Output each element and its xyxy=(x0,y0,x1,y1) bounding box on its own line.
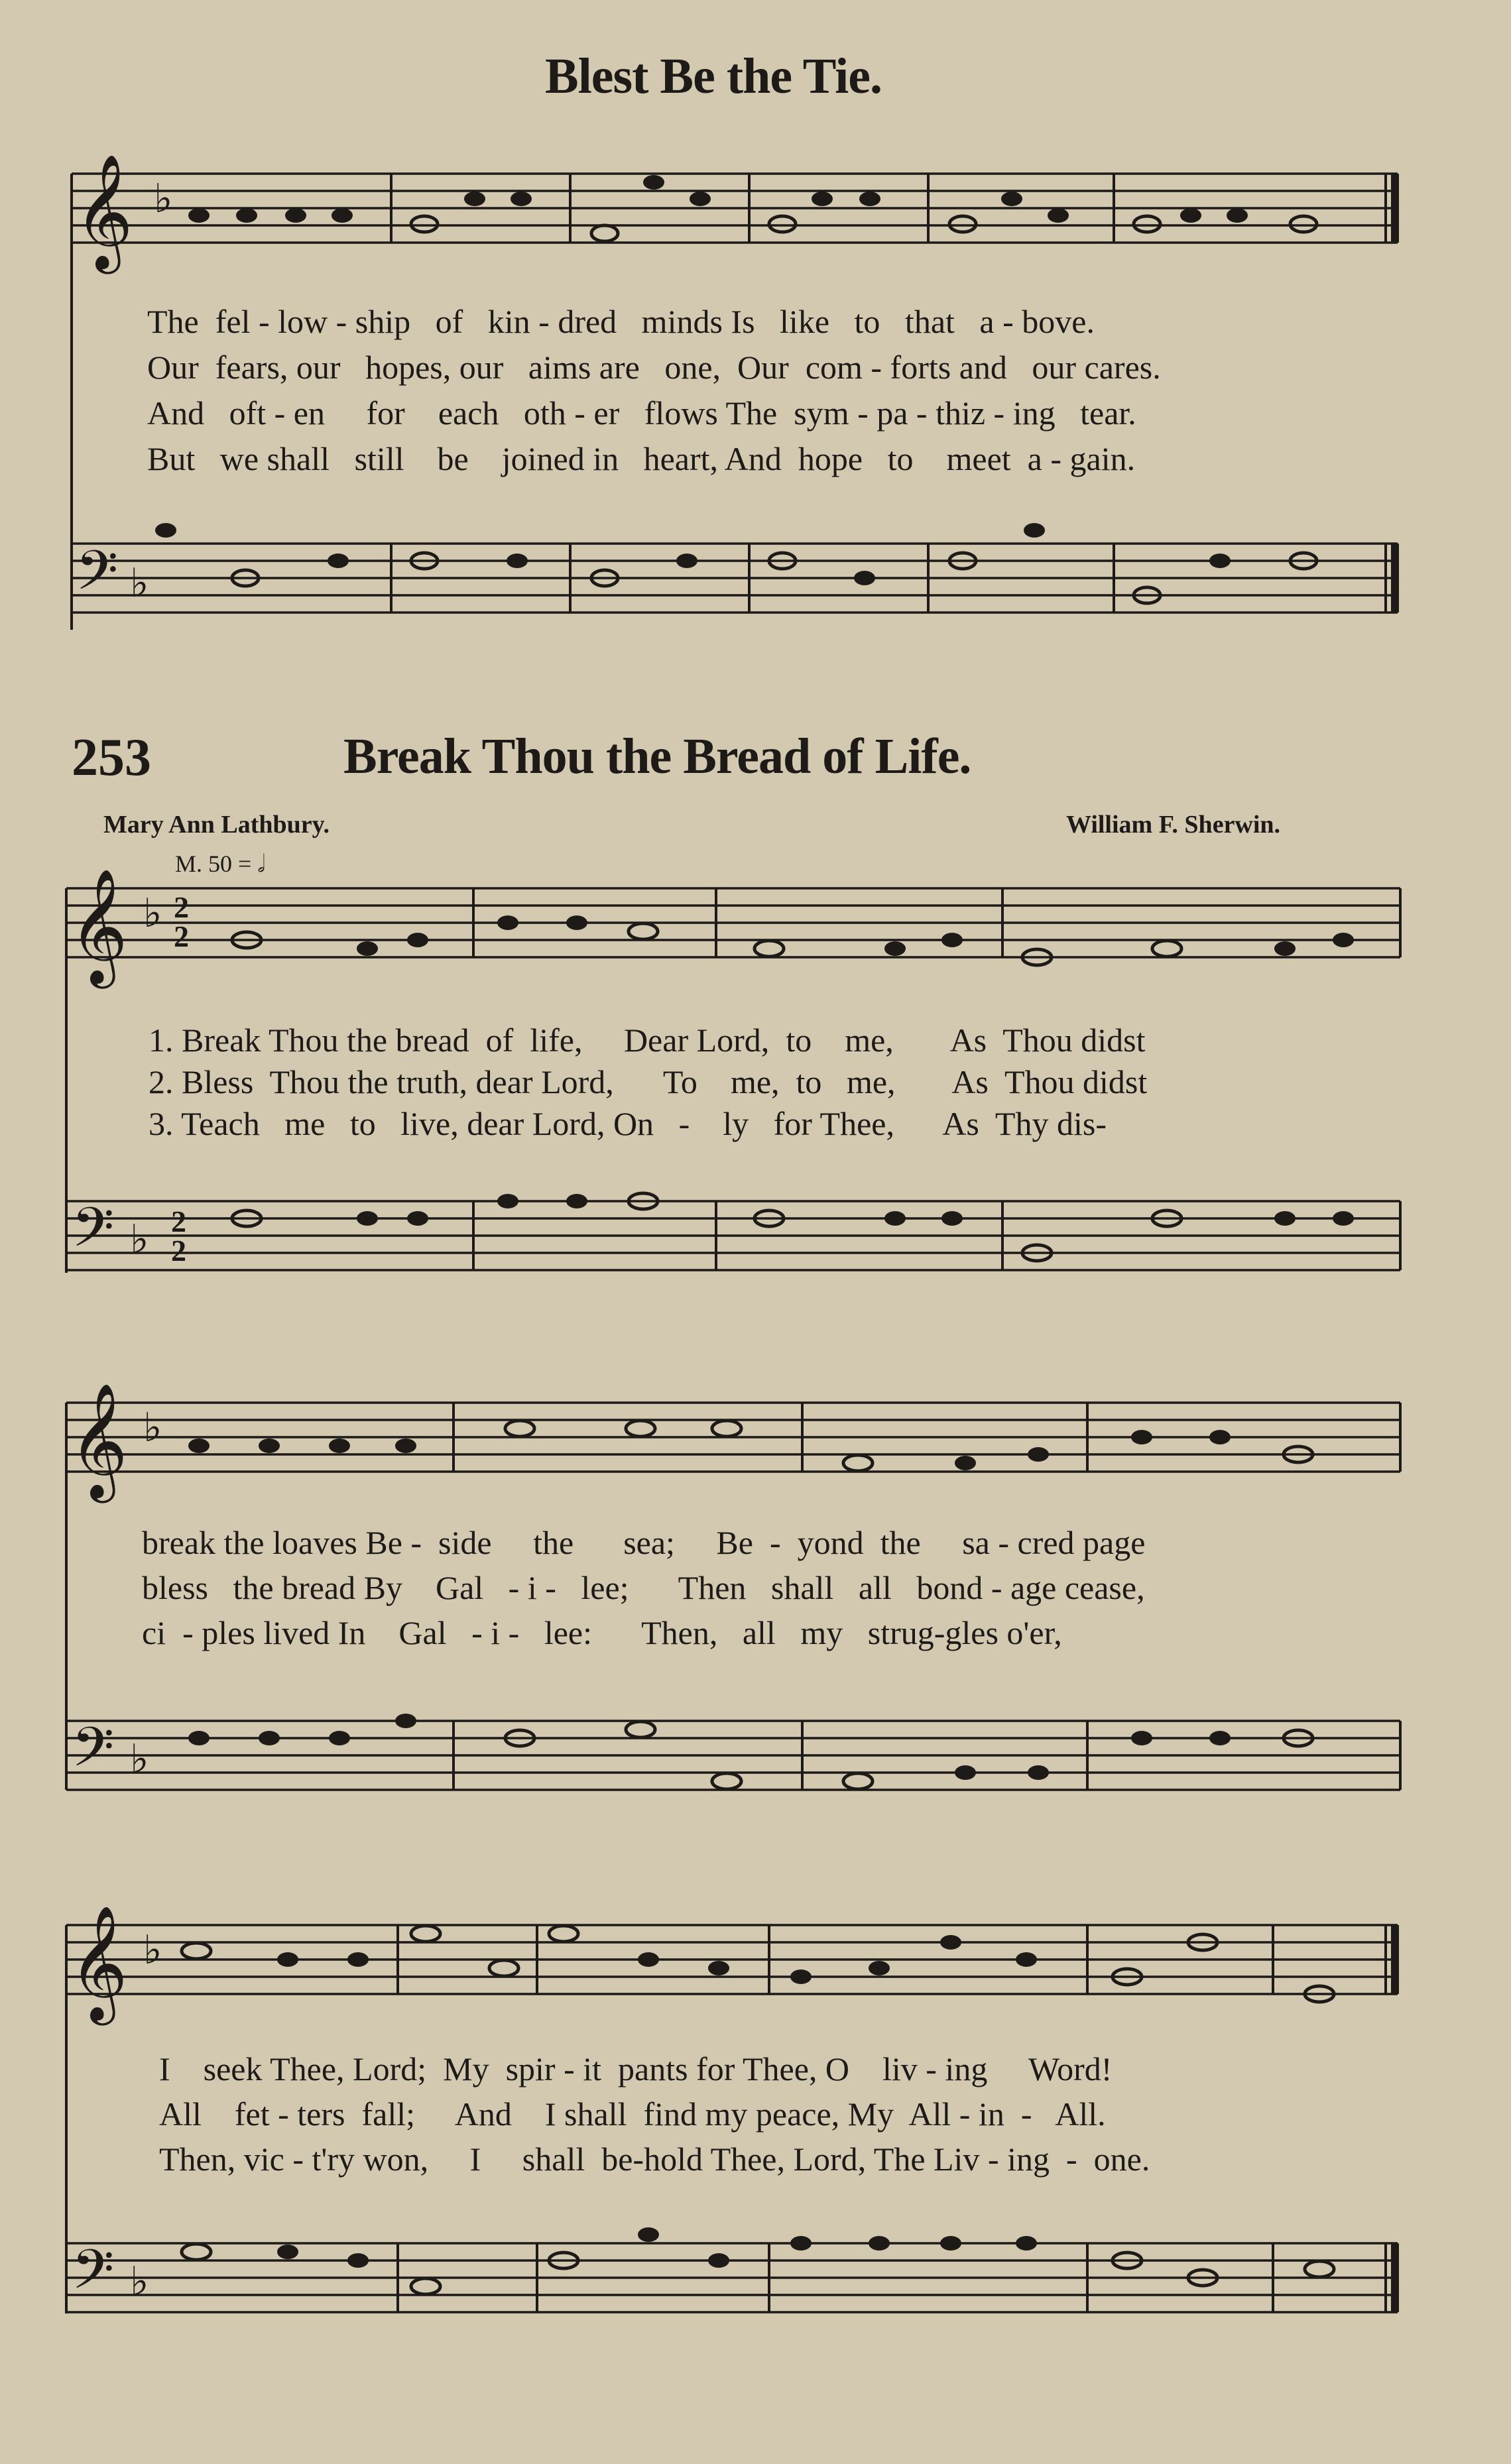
lyric-word: fears, our xyxy=(215,349,341,386)
lyric-word: find my peace, My xyxy=(643,2095,894,2133)
lyric-word: yond xyxy=(797,1524,864,1561)
lyric-word: life, xyxy=(530,1022,583,1059)
lyric-word: 2. xyxy=(149,1063,174,1100)
lyric-word: lee; xyxy=(581,1569,629,1606)
lyric-word: to xyxy=(349,1105,376,1142)
lyric-word: me xyxy=(284,1105,326,1142)
lyric-word: bless xyxy=(142,1569,208,1606)
lyric-word: - xyxy=(1020,2095,1032,2133)
svg-text:𝄢: 𝄢 xyxy=(76,538,119,616)
lyric-word: fet - ters xyxy=(234,2095,345,2133)
svg-text:𝄞: 𝄞 xyxy=(69,1905,128,2021)
lyric-word: - i - xyxy=(508,1569,556,1606)
lyric-word: ly xyxy=(723,1105,749,1142)
lyric-word: kin - dred xyxy=(487,303,617,340)
lyric-word: Thou didst xyxy=(1004,1063,1148,1100)
lyric-word: heart, And xyxy=(643,440,782,477)
lyric-word: to xyxy=(796,1063,822,1100)
lyric-word: one, xyxy=(664,349,721,386)
lyric-word: a - gain. xyxy=(1027,440,1136,477)
lyric-word: break the loaves Be - xyxy=(142,1524,422,1561)
lyric-word: a - bove. xyxy=(979,303,1095,340)
svg-text:𝄢: 𝄢 xyxy=(72,2237,115,2315)
lyric-word: All xyxy=(159,2095,202,2133)
lyric-word: side xyxy=(438,1524,492,1561)
lyric-word: I shall xyxy=(544,2095,627,2133)
lyric-word: bond - age cease, xyxy=(916,1569,1145,1606)
svg-text:♭: ♭ xyxy=(130,2259,149,2305)
lyric-word: me, xyxy=(730,1063,780,1100)
lyric-word: As xyxy=(949,1022,987,1059)
lyric-word: for xyxy=(773,1105,812,1142)
lyric-word: Thy dis- xyxy=(995,1105,1107,1142)
svg-text:♭: ♭ xyxy=(130,560,149,607)
lyric-word: - xyxy=(769,1524,781,1561)
lyric-word: Thou didst xyxy=(1002,1022,1146,1059)
svg-text:𝄞: 𝄞 xyxy=(69,1383,128,1498)
svg-text:2: 2 xyxy=(174,919,189,953)
lyric-word: me, xyxy=(846,1063,896,1100)
lyric-word: Liv - ing xyxy=(934,2141,1050,2178)
lyric-word: Then, xyxy=(641,1614,718,1651)
lyric-word: lee: xyxy=(544,1614,592,1651)
lyric-word: sym - pa - thiz - ing xyxy=(794,394,1056,432)
svg-text:𝄢: 𝄢 xyxy=(72,1715,115,1792)
lyric-word: to xyxy=(786,1022,812,1059)
lyric-word: the bread By xyxy=(233,1569,402,1606)
metronome-text: M. 50 = xyxy=(175,851,252,877)
lyric-word: - xyxy=(678,1105,690,1142)
lyric-word: Bless xyxy=(182,1063,254,1100)
lyric-word: shall xyxy=(522,2141,585,2178)
lyric-word: oth - er xyxy=(523,394,620,432)
lyric-word: meet xyxy=(946,440,1011,477)
svg-text:♭: ♭ xyxy=(143,1927,162,1973)
lyric-word: the xyxy=(533,1524,574,1561)
lyric-word: hopes, our xyxy=(365,349,504,386)
lyric-word: of xyxy=(485,1022,514,1059)
lyric-word: 1. xyxy=(149,1022,174,1059)
lyric-word: minds Is xyxy=(641,303,755,340)
lyric-word: liv - ing xyxy=(882,2050,988,2087)
lyric-word: - xyxy=(1066,2141,1077,2178)
lyric-word: All - in xyxy=(908,2095,1004,2133)
lyric-word: one. xyxy=(1093,2141,1150,2178)
hymn-title-blest-be-the-tie: Blest Be the Tie. xyxy=(545,48,882,104)
lyric-word: Be xyxy=(716,1524,753,1561)
lyric-word: Gal xyxy=(435,1569,484,1606)
lyric-word: all xyxy=(858,1569,892,1606)
svg-text:𝄞: 𝄞 xyxy=(69,868,128,984)
lyric-word: - ples lived In xyxy=(182,1614,366,1651)
hymn-composer: William F. Sherwin. xyxy=(1066,811,1281,839)
lyric-word: On xyxy=(613,1105,654,1142)
lyric-word: be xyxy=(437,440,469,477)
svg-text:2: 2 xyxy=(174,890,189,924)
hymn-title: Break Thou the Bread of Life. xyxy=(343,729,971,784)
lyric-word: still xyxy=(354,440,404,477)
lyric-word: oft - en xyxy=(229,394,325,432)
lyric-word: But xyxy=(147,440,196,477)
half-note-icon: 𝅗𝅥 xyxy=(257,851,265,878)
lyric-word: me, xyxy=(845,1022,894,1059)
lyric-word: to xyxy=(854,303,880,340)
svg-text:♭: ♭ xyxy=(130,1216,149,1263)
lyric-word: Break Thou the bread xyxy=(182,1022,469,1059)
lyric-word: each xyxy=(438,394,499,432)
lyric-word: com - forts and xyxy=(805,349,1007,386)
lyric-word: The xyxy=(147,303,199,340)
lyric-word: that xyxy=(904,303,955,340)
lyric-word: fel - low - ship xyxy=(215,303,411,340)
svg-text:♭: ♭ xyxy=(143,890,162,937)
svg-text:𝄢: 𝄢 xyxy=(72,1195,115,1273)
lyric-word: 3. xyxy=(149,1105,174,1142)
svg-text:♭: ♭ xyxy=(154,176,173,222)
lyric-word: strug-gles o'er, xyxy=(867,1614,1062,1651)
lyric-word: hope xyxy=(798,440,863,477)
lyric-word: spir - it xyxy=(505,2050,602,2087)
svg-text:♭: ♭ xyxy=(143,1405,162,1451)
lyric-word: to xyxy=(887,440,914,477)
lyric-word: fall; xyxy=(361,2095,416,2133)
hymn-author: Mary Ann Lathbury. xyxy=(103,811,330,839)
hymn-number: 253 xyxy=(72,729,151,787)
lyric-word: I xyxy=(469,2141,481,2178)
svg-text:𝄞: 𝄞 xyxy=(74,154,133,269)
svg-text:♭: ♭ xyxy=(130,1736,149,1783)
lyric-word: - i - xyxy=(471,1614,520,1651)
lyric-word: we shall xyxy=(219,440,330,477)
lyric-word: Teach xyxy=(181,1105,260,1142)
lyric-word: for xyxy=(366,394,405,432)
svg-text:2: 2 xyxy=(171,1204,186,1238)
lyric-word: our cares. xyxy=(1032,349,1161,386)
lyric-word: All. xyxy=(1055,2095,1106,2133)
lyric-word: I xyxy=(159,2050,170,2087)
lyric-word: And xyxy=(454,2095,512,2133)
lyric-word: And xyxy=(147,394,205,432)
lyric-word: of xyxy=(435,303,463,340)
lyric-word: Thou the truth, dear Lord, xyxy=(269,1063,614,1100)
lyric-word: My xyxy=(443,2050,489,2087)
lyric-word: like xyxy=(780,303,830,340)
lyric-word: live, dear Lord, xyxy=(400,1105,605,1142)
lyric-word: aims are xyxy=(528,349,640,386)
lyric-word: ci xyxy=(142,1614,166,1651)
lyric-word: shall xyxy=(770,1569,834,1606)
svg-text:2: 2 xyxy=(171,1234,186,1267)
lyric-word: the xyxy=(880,1524,921,1561)
lyric-word: Thee, xyxy=(819,1105,894,1142)
lyric-word: Then, vic - t'ry won, xyxy=(159,2141,429,2178)
lyric-word: Our xyxy=(147,349,199,386)
lyric-word: tear. xyxy=(1080,394,1136,432)
lyric-word: Lord, xyxy=(696,1022,770,1059)
lyric-word: pants for Thee, O xyxy=(618,2050,849,2087)
lyric-word: Word! xyxy=(1028,2050,1113,2087)
lyric-word: seek Thee, Lord; xyxy=(203,2050,427,2087)
lyric-word: my xyxy=(800,1614,843,1651)
lyric-word: Our xyxy=(737,349,789,386)
lyric-word: all xyxy=(742,1614,776,1651)
lyric-word: Dear xyxy=(623,1022,689,1059)
lyric-word: Gal xyxy=(398,1614,447,1651)
lyric-word: Then xyxy=(678,1569,747,1606)
lyric-word: sea; xyxy=(623,1524,675,1561)
lyric-word: As xyxy=(951,1063,989,1100)
lyric-word: flows The xyxy=(644,394,778,432)
lyric-word: be-hold Thee, Lord, The xyxy=(601,2141,926,2178)
lyric-word: sa - cred page xyxy=(962,1524,1146,1561)
lyric-word: joined in xyxy=(501,440,619,477)
lyric-word: To xyxy=(662,1063,697,1100)
lyric-word: As xyxy=(942,1105,979,1142)
